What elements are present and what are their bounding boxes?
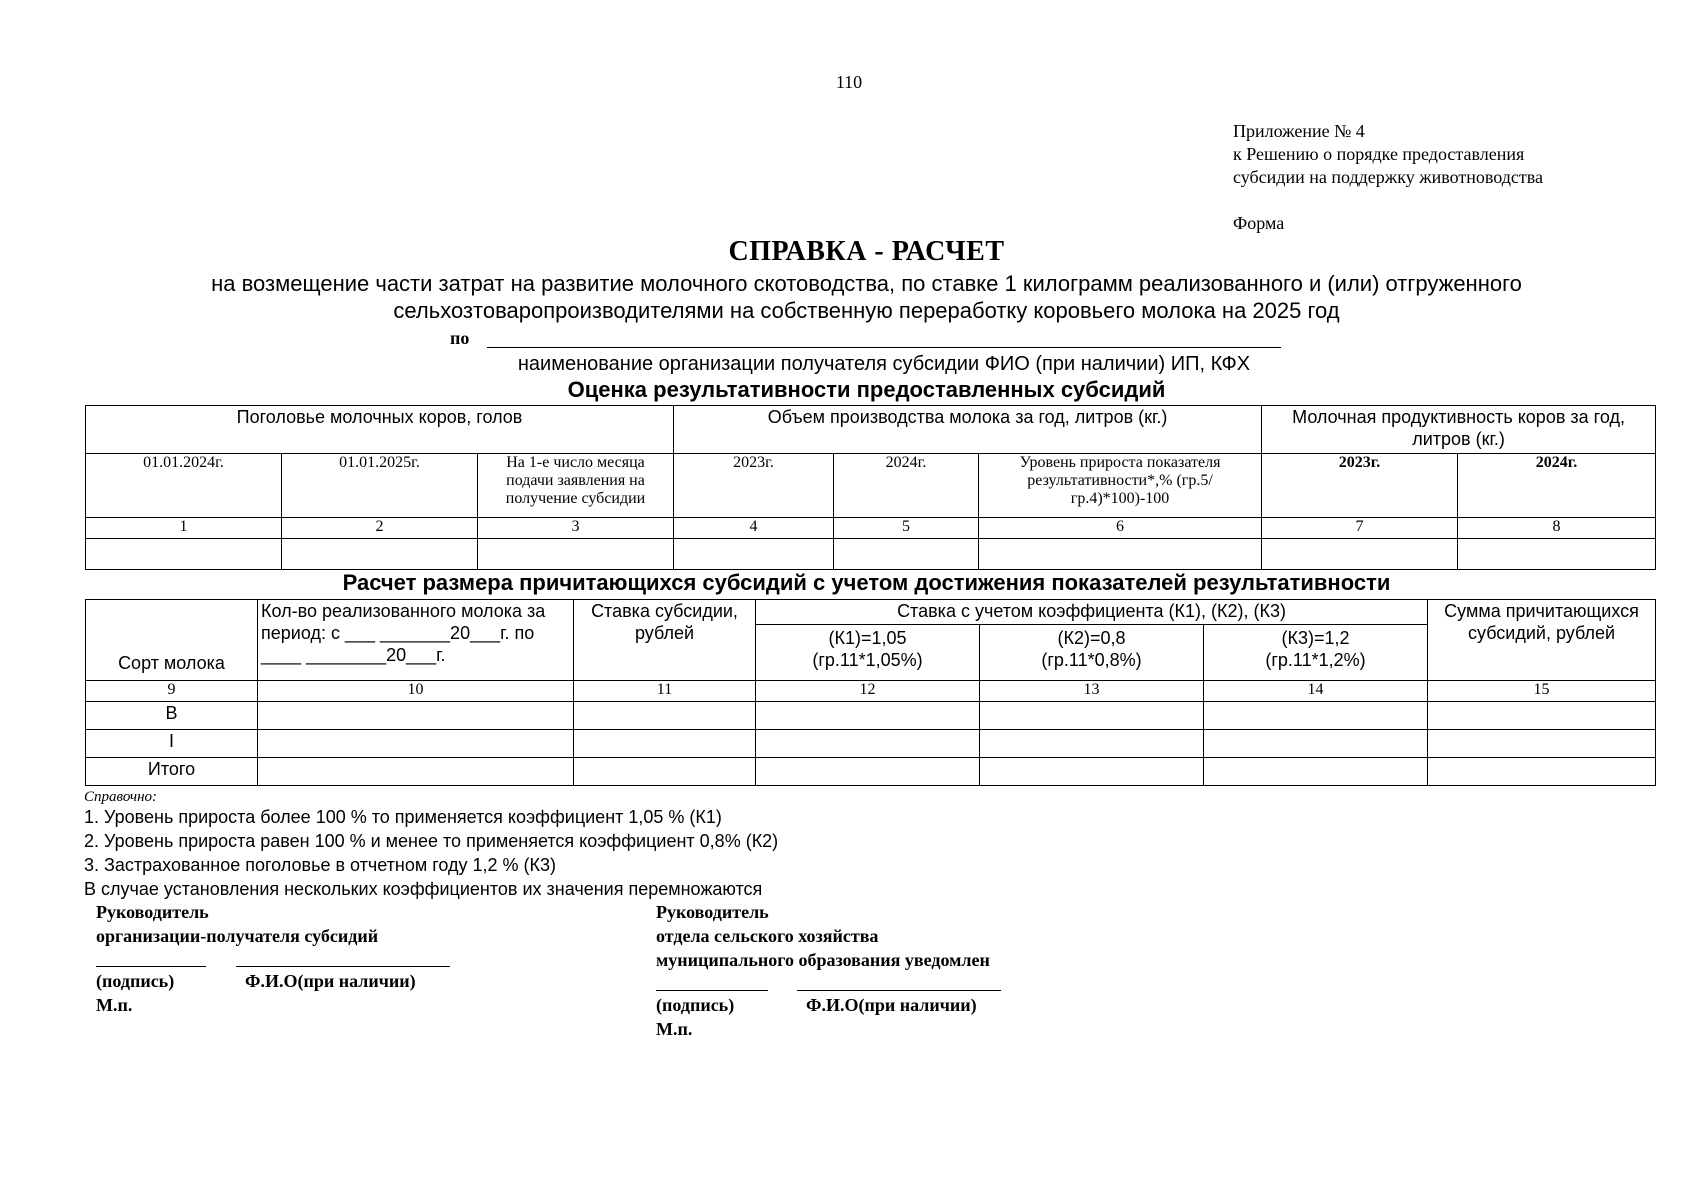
note-item: В случае установления нескольких коэффициентов их значения перемножаются [84,879,763,899]
col-number-11: 11 [574,681,756,702]
input-cell[interactable] [756,758,980,786]
section2-title: Расчет размера причитающихся субсидий с учетом достижения показателей результативности [342,570,1391,595]
row-label-total: Итого [86,758,258,786]
row-label-grade-1: I [86,730,258,758]
signature-left-org: организации-получателя субсидий [96,926,379,946]
table-row [86,702,1656,730]
header-k1: (К1)=1,05 (гр.11*1,05%) [756,625,980,681]
header-k3: (К3)=1,2 (гр.11*1,2%) [1204,625,1428,681]
recipient-caption: наименование организации получателя субсидии ФИО (при наличии) ИП, КФХ [517,353,1251,375]
input-cell[interactable] [979,539,1262,570]
document-title: СПРАВКА - РАСЧЕТ [728,236,1005,267]
input-cell[interactable] [86,539,282,570]
col-number-13: 13 [980,681,1204,702]
annex-line-3: субсидии на поддержку животноводства [1233,167,1544,187]
signature-left-stamp: М.п. [96,995,133,1015]
col-number-6: 6 [979,518,1262,539]
col-header-5: 2024г. [834,454,979,518]
page-number: 110 [835,72,863,92]
header-sum: Сумма причитающихся субсидий, рублей [1428,600,1656,681]
signature-right-dept: отдела сельского хозяйства [656,926,879,946]
signature-left-title: Руководитель [96,902,209,922]
col-number-2: 2 [282,518,478,539]
section1-title: Оценка результативности предоставленных субсидий [567,377,1166,402]
form-label: Форма [1233,213,1285,233]
subtitle-line-1: на возмещение части затрат на развитие молочного скотоводства, по ставке 1 килограмм реализованного и (или) отгруженного [211,271,1522,296]
table-row [86,539,1656,570]
notes-caption: Справочно: [84,789,158,805]
group-header-production: Объем производства молока за год, литров (кг.) [674,406,1262,454]
notes-block [84,789,778,901]
table-row [86,758,1656,786]
note-item: 1. Уровень прироста более 100 % то применяется коэффициент 1,05 % (К1) [84,807,722,827]
input-cell[interactable] [1428,758,1656,786]
input-cell[interactable] [834,539,979,570]
annex-line-2: к Решению о порядке предоставления [1233,144,1525,164]
col-number-4: 4 [674,518,834,539]
row-label-grade-v: В [86,702,258,730]
input-cell[interactable] [980,758,1204,786]
col-header-4: 2023г. [674,454,834,518]
group-header-livestock: Поголовье молочных коров, голов [86,406,674,454]
input-cell[interactable] [258,758,574,786]
table-row [86,730,1656,758]
col-number-12: 12 [756,681,980,702]
signature-right-name-line [797,990,1001,991]
col-number-14: 14 [1204,681,1428,702]
header-rate: Ставка субсидии, рублей [574,600,756,681]
col-header-8: 2024г. [1458,454,1656,518]
input-cell[interactable] [258,730,574,758]
input-cell[interactable] [574,730,756,758]
header-quantity: Кол-во реализованного молока за период: с ___ _______20___г. по ____ ________20___г. [258,600,574,681]
input-cell[interactable] [258,702,574,730]
recipient-name-line [487,347,1281,348]
col-number-10: 10 [258,681,574,702]
note-item: 2. Уровень прироста равен 100 % и менее то применяется коэффициент 0,8% (К2) [84,831,779,851]
signature-left-block [96,900,378,948]
col-header-3: На 1-е число месяца подачи заявления на получение субсидии [478,454,674,518]
signature-right-fio-caption: Ф.И.О(при наличии) [806,995,977,1015]
col-number-7: 7 [1262,518,1458,539]
signature-left-fio-caption: Ф.И.О(при наличии) [245,971,416,991]
signature-left-sign-line [96,966,206,967]
signature-left-sign-caption: (подпись) [96,971,175,991]
col-number-1: 1 [86,518,282,539]
input-cell[interactable] [1204,758,1428,786]
input-cell[interactable] [756,702,980,730]
col-header-1: 01.01.2024г. [86,454,282,518]
input-cell[interactable] [1204,702,1428,730]
col-number-8: 8 [1458,518,1656,539]
col-number-15: 15 [1428,681,1656,702]
signature-right-sign-caption: (подпись) [656,995,735,1015]
input-cell[interactable] [1262,539,1458,570]
note-item: 3. Застрахованное поголовье в отчетном году 1,2 % (К3) [84,855,557,875]
subsidy-calculation-table [85,599,1656,786]
signature-right-municipality: муниципального образования уведомлен [656,950,990,970]
signature-right-block [656,900,990,972]
col-number-3: 3 [478,518,674,539]
input-cell[interactable] [674,539,834,570]
header-grade: Сорт молока [86,600,258,681]
input-cell[interactable] [980,730,1204,758]
input-cell[interactable] [1204,730,1428,758]
group-header-productivity: Молочная продуктивность коров за год, литров (кг.) [1262,406,1656,454]
signature-right-sign-line [656,990,768,991]
effectiveness-table [85,405,1656,570]
input-cell[interactable] [980,702,1204,730]
col-header-7: 2023г. [1262,454,1458,518]
signature-left-name-line [236,966,450,967]
input-cell[interactable] [1458,539,1656,570]
document-subtitle [0,270,1698,324]
col-number-5: 5 [834,518,979,539]
col-header-6: Уровень прироста показателя результативности*,% (гр.5/гр.4)*100)-100 [979,454,1262,518]
input-cell[interactable] [574,702,756,730]
signature-right-stamp: М.п. [656,1019,693,1039]
col-number-9: 9 [86,681,258,702]
annex-line-1: Приложение № 4 [1233,121,1365,141]
input-cell[interactable] [756,730,980,758]
input-cell[interactable] [282,539,478,570]
input-cell[interactable] [574,758,756,786]
header-coefficient-group: Ставка с учетом коэффициента (К1), (К2), (К3) [756,600,1428,625]
header-k2: (К2)=0,8 (гр.11*0,8%) [980,625,1204,681]
subtitle-line-2: сельхозтоваропроизводителями на собственную переработку коровьего молока на 2025 год [393,298,1340,323]
input-cell[interactable] [1428,702,1656,730]
col-header-2: 01.01.2025г. [282,454,478,518]
input-cell[interactable] [1428,730,1656,758]
recipient-prefix: по [450,328,470,348]
annex-block [1233,120,1543,189]
signature-right-title: Руководитель [656,902,769,922]
input-cell[interactable] [478,539,674,570]
